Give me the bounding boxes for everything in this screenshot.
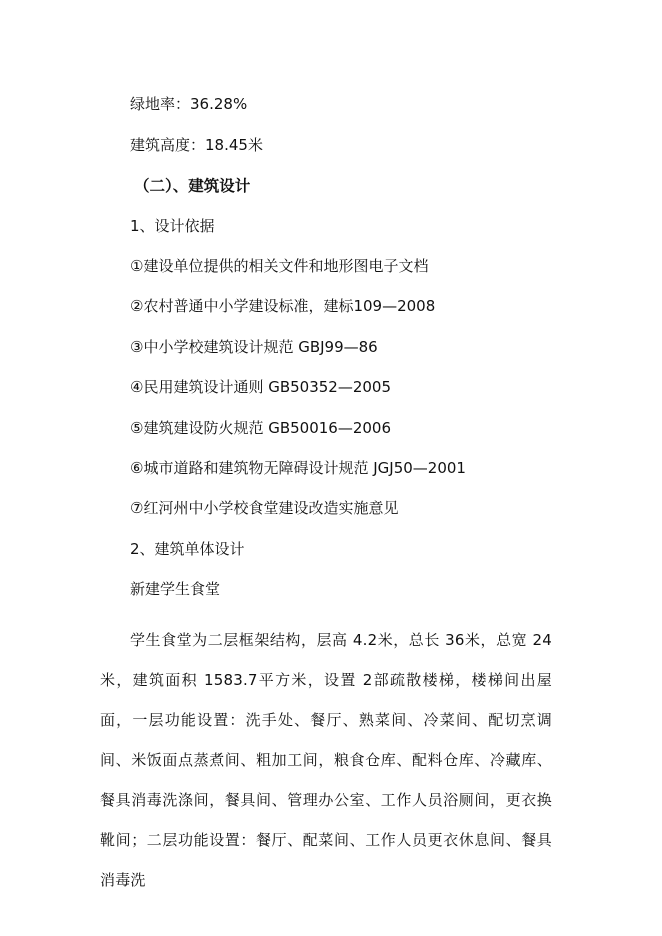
building-height-line: 建筑高度：18.45米 <box>130 136 263 154</box>
description-paragraph: 学生食堂为二层框架结构，层高 4.2米，总长 36米，总宽 24米，建筑面积 1583.7平方米，设置 2部疏散楼梯，楼梯间出屋面，一层功能设置：洗手处、餐厅、熟菜间、冷菜间、配切烹调间、米饭面点蒸煮间、粗加工间，粮食仓库、配料仓库、冷藏库、餐具消毒洗涤间，餐具间、管理办公室、工作人员浴厕间，更衣换靴间；二层功能设置：餐厅、配菜间、工作人员更衣休息间、餐具消毒洗 <box>100 631 552 889</box>
building-name: 新建学生食堂 <box>130 580 221 598</box>
basis-item: ⑤建筑建设防火规范 GB50016—2006 <box>130 419 392 437</box>
basis-item: ②农村普通中小学建设标准，建标109—2008 <box>130 297 436 315</box>
basis-item: ④民用建筑设计通则 GB50352—2005 <box>130 378 392 396</box>
basis-item: ③中小学校建筑设计规范 GBJ99—86 <box>130 338 378 356</box>
green-rate-line: 绿地率：36.28% <box>130 95 248 113</box>
basis-item: ①建设单位提供的相关文件和地形图电子文档 <box>130 257 429 275</box>
subsection-design-basis: 1、设计依据 <box>130 217 215 235</box>
subsection-building-design: 2、建筑单体设计 <box>130 540 245 558</box>
basis-item: ⑦红河州中小学校食堂建设改造实施意见 <box>130 499 399 517</box>
basis-item: ⑥城市道路和建筑物无障碍设计规范 JGJ50—2001 <box>130 459 466 477</box>
section-heading: （二）、建筑设计 <box>134 177 251 195</box>
